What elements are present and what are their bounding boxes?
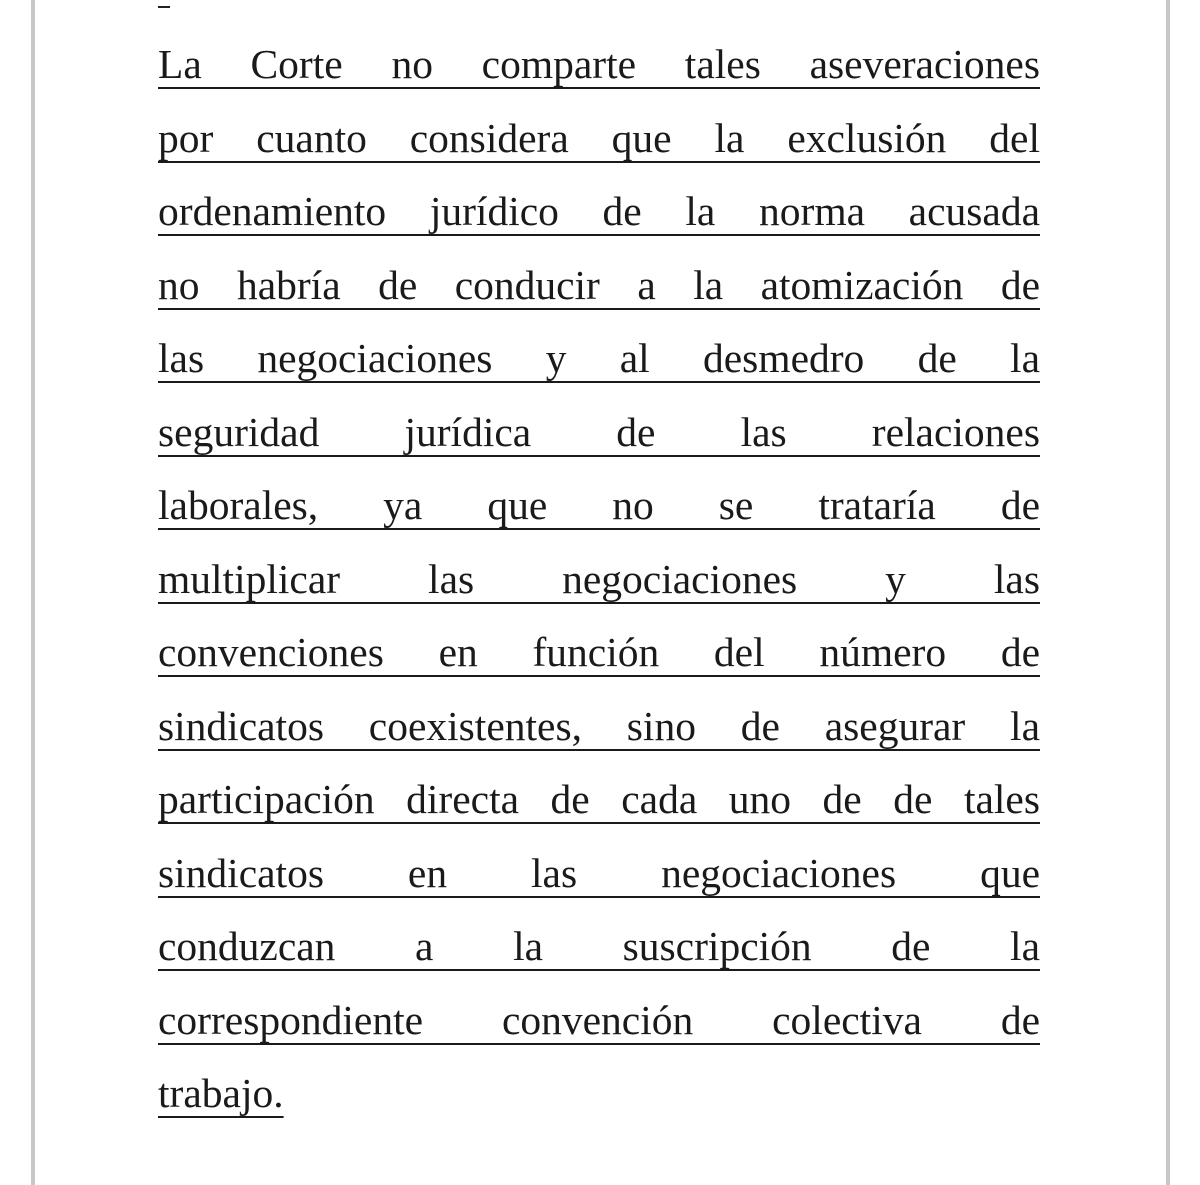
paragraph-line: convenciones en función del número de [158, 629, 1040, 675]
paragraph-line: sindicatos en las negociaciones que [158, 849, 1040, 896]
paragraph-line: laborales, ya que no se trataría de [158, 482, 1040, 528]
page-border-right [1166, 0, 1170, 1185]
paragraph-line-last: trabajo. [158, 1070, 284, 1116]
paragraph-line: participación directa de cada uno de de tales [158, 776, 1040, 822]
paragraph-line: multiplicar las negociaciones y las [158, 555, 1040, 602]
paragraph-line: ordenamiento jurídico de la norma acusada [158, 188, 1040, 234]
dash-marker [158, 6, 170, 8]
paragraph-line: correspondiente convención colectiva de [158, 996, 1040, 1043]
paragraph [158, 28, 1040, 1131]
paragraph-line: por cuanto considera que la exclusión del [158, 114, 1040, 161]
paragraph-line: sindicatos coexistentes, sino de asegurar la [158, 702, 1040, 749]
paragraph-line: las negociaciones y al desmedro de la [158, 335, 1040, 381]
paragraph-line: seguridad jurídica de las relaciones [158, 408, 1040, 455]
paragraph-line: no habría de conducir a la atomización de [158, 261, 1040, 308]
paragraph-line: conduzcan a la suscripción de la [158, 923, 1040, 969]
paragraph-line: La Corte no comparte tales aseveraciones [158, 41, 1040, 87]
